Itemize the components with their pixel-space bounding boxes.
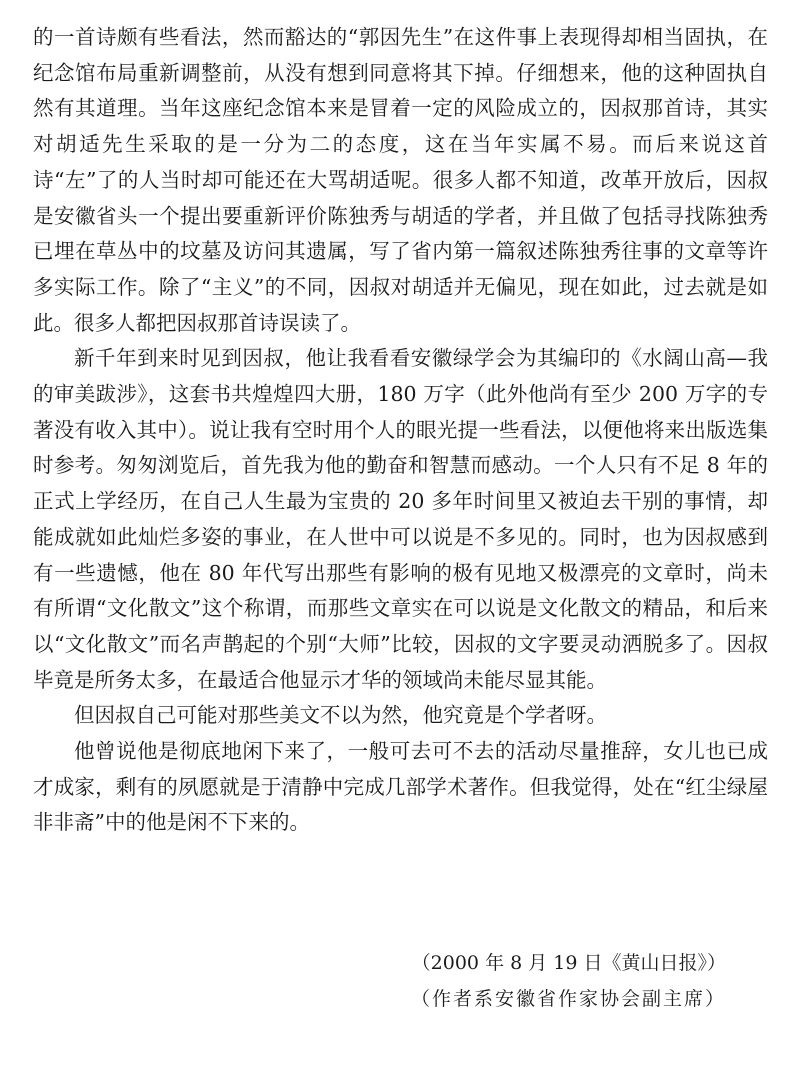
section-spacer: [33, 841, 768, 945]
body-paragraph-3: 但因叔自己可能对那些美文不以为然，他究竟是个学者呀。: [74, 703, 607, 728]
source-note: （2000 年 8 月 19 日《黄山日报》）: [411, 952, 726, 975]
body-paragraph-4: 他曾说他是彻底地闲下来了，一般可去可不去的活动尽量推辞，女儿也已成才成家，剩有的夙愿就是于清静中完成几部学术著作。但我觉得，处在“红尘绿屋非非斋”中的他是闲不下来的。: [33, 739, 768, 835]
author-note: （作者系安徽省作家协会副主席）: [410, 988, 726, 1011]
body-paragraph-2: 新千年到来时见到因叔，他让我看看安徽绿学会为其编印的《水阔山高—我的审美跋涉》，这套书共煌煌四大册，180 万字（此外他尚有至少 200 万字的专著没有收入其中）。说让我有空时用个人的眼光提一些看法，以便他将来出版选集时参考。匆匆浏览后，首先我为他的勤奋和智慧而感动。一个人只有不足 8 年的正式上学经历，在自己人生最为宝贵的 20 多年时间里又被迫去干别的事情，却能成就如此灿烂多姿的事业，在人世中可以说是不多见的。同时，也为因叔感到有一些遗憾，他在 80 年代写出那些有影响的极有见地又极漂亮的文章时，尚未有所谓“文化散文”这个称谓，而那些文章实在可以说是文化散文的精品，和后来以“文化散文”而名声鹊起的个别“大师”比较，因叔的文字要灵动洒脱多了。因叔毕竟是所务太多，在最适合他显示才华的领域尚未能尽显其能。: [33, 346, 768, 692]
document-page: [33, 20, 768, 1017]
body-paragraph-1: 的一首诗颇有些看法，然而豁达的“郭因先生”在这件事上表现得却相当固执，在纪念馆布局重新调整前，从没有想到同意将其下掉。仔细想来，他的这种固执自然有其道理。当年这座纪念馆本来是冒着一定的风险成立的，因叔那首诗，其实对胡适先生采取的是一分为二的态度，这在当年实属不易。而后来说这首诗“左”了的人当时却可能还在大骂胡适呢。很多人都不知道，改革开放后，因叔是安徽省头一个提出要重新评价陈独秀与胡适的学者，并且做了包括寻找陈独秀已埋在草丛中的坟墓及访问其遗属，写了省内第一篇叙述陈独秀往事的文章等许多实际工作。除了“主义”的不同，因叔对胡适并无偏见，现在如此，过去就是如此。很多人都把因叔那首诗误读了。: [33, 25, 768, 335]
